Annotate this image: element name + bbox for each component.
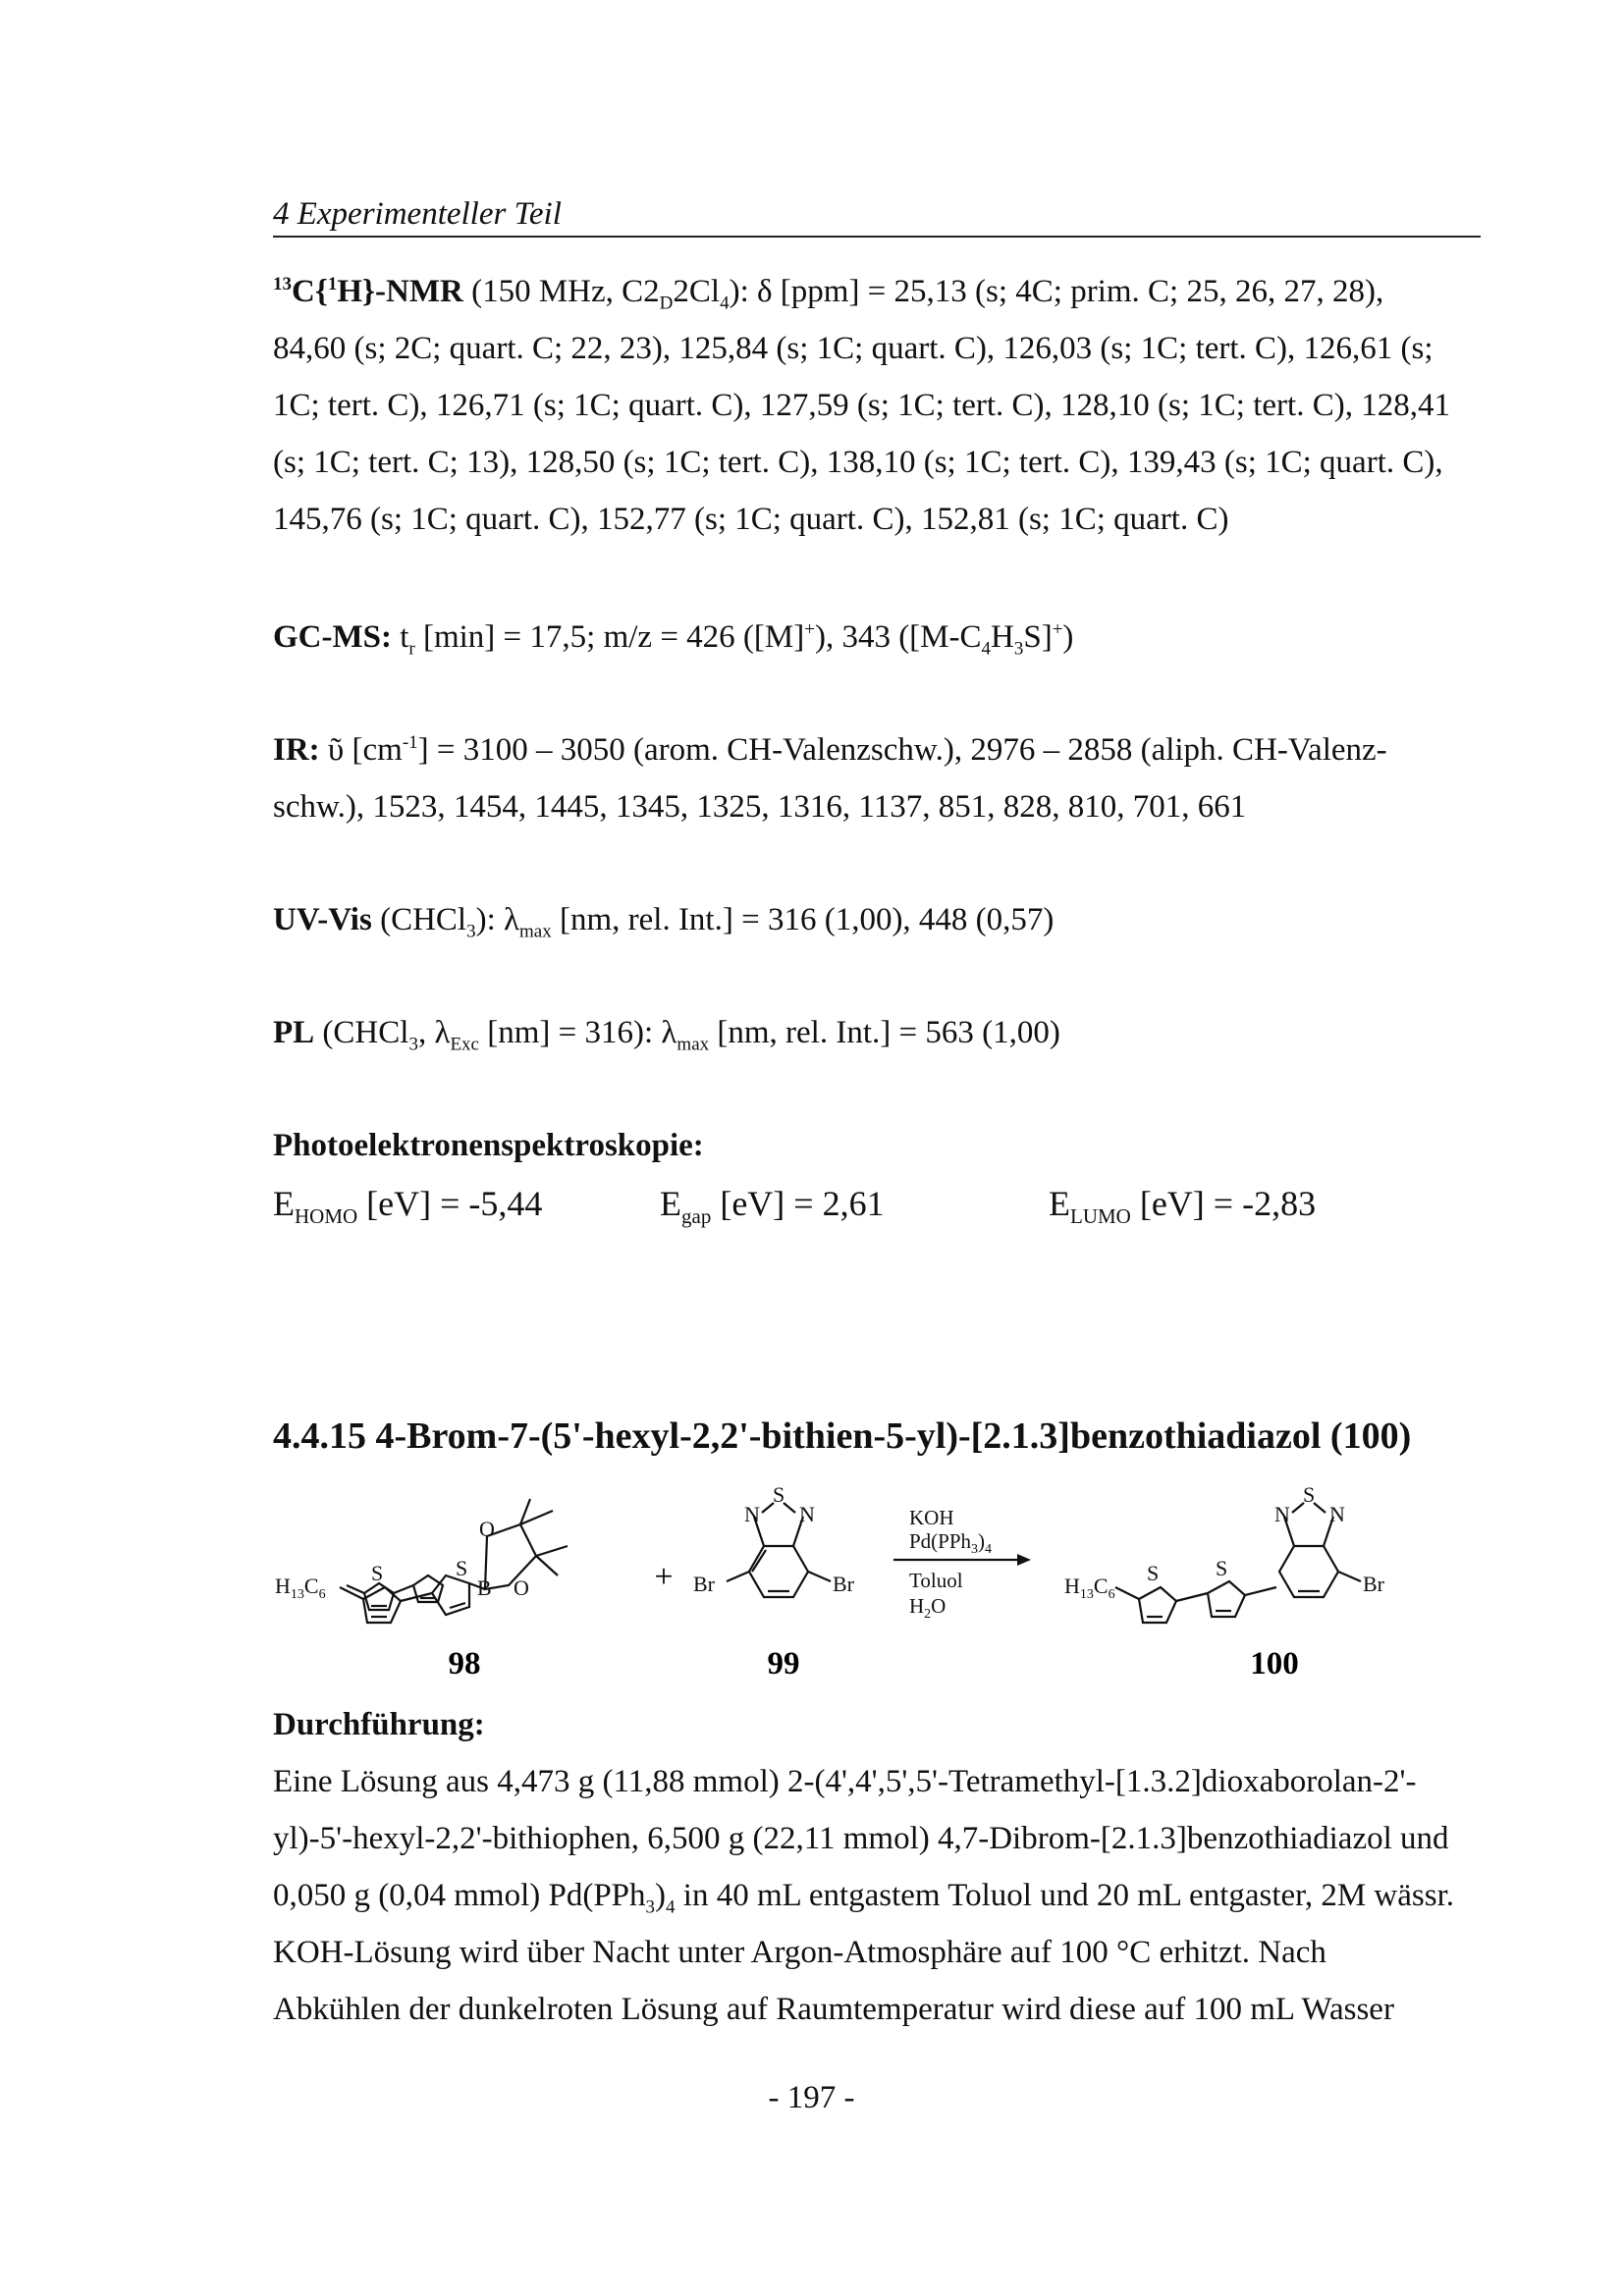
procedure-line-1: Eine Lösung aus 4,473 g (11,88 mmol) 2-(4',4',5',5'-Tetramethyl-[1.3.2]dioxaborolan-2'- [273, 1764, 1417, 1799]
pes-gap: $E_{gap}$ [eV] = 2,61 [660, 1184, 885, 1229]
compound-99-structure [727, 1503, 831, 1597]
gcms-paragraph: GC-MS: $t_r$ [min] = 17,5; m/z = 426 ([M]+), 343 $([M-C_4H_3S]^+)$ [273, 619, 1074, 660]
procedure-line-3: 0,050 g (0,04 mmol) $Pd(PPh_3)_4$ in 40 mL entgastem Toluol und 20 mL entgaster, 2M wässr. [273, 1878, 1455, 1918]
procedure-label: Durchführung: [273, 1707, 485, 1742]
compound-99-labels [693, 1482, 855, 1596]
atom-n-100a: N [1274, 1502, 1290, 1526]
reagent-water: $H_2O$ [909, 1594, 947, 1622]
atom-b-98: B [477, 1575, 492, 1600]
atom-s-100b: S [1216, 1556, 1228, 1580]
nmr-label: $^{13}$C{$^1$H}-NMR [273, 274, 463, 309]
atom-n-99b: N [799, 1502, 815, 1526]
reaction-arrow [893, 1554, 1031, 1566]
pl-label: PL [273, 1015, 315, 1050]
atom-n-100b: N [1329, 1502, 1345, 1526]
reaction-conditions [909, 1506, 992, 1622]
compound-98-number: 98 [448, 1646, 481, 1682]
nmr-paragraph [273, 263, 1481, 548]
hexyl-label-100: $H_{13}C_6$ [1064, 1574, 1115, 1602]
nmr-line-4: (s; 1C; tert. C; 13), 128,50 (s; 1C; tert. C), 138,10 (s; 1C; tert. C), 139,43 (s; 1C; quart. C), [273, 445, 1443, 480]
procedure-line-2: yl)-5'-hexyl-2,2'-bithiophen, 6,500 g (22,11 mmol) 4,7-Dibrom-[2.1.3]benzothiadiazol und [273, 1821, 1449, 1856]
procedure-line-5: Abkühlen der dunkelroten Lösung auf Raumtemperatur wird diese auf 100 mL Wasser [273, 1992, 1394, 2027]
pes-lumo: $E_{LUMO}$ [eV] = -2,83 [1049, 1184, 1317, 1229]
uvvis-paragraph: UV-Vis (CHCl$_3$): $\lambda_{max}$ [nm, rel. Int.] = 316 (1,00), 448 (0,57) [273, 902, 1055, 942]
uvvis-label: UV-Vis [273, 902, 372, 937]
nmr-line-5: 145,76 (s; 1C; quart. C), 152,77 (s; 1C; quart. C), 152,81 (s; 1C; quart. C) [273, 502, 1229, 537]
ir-label: IR: [273, 732, 320, 768]
plus-sign: + [654, 1559, 674, 1595]
ir-line-2: schw.), 1523, 1454, 1445, 1345, 1325, 1316, 1137, 851, 828, 810, 701, 661 [273, 789, 1247, 825]
pes-label: Photoelektronenspektroskopie: [273, 1128, 704, 1163]
procedure-line-4: KOH-Lösung wird über Nacht unter Argon-Atmosphäre auf 100 °C erhitzt. Nach [273, 1935, 1326, 1970]
atom-s-98b: S [456, 1556, 468, 1580]
atom-s-100c: S [1303, 1482, 1316, 1507]
reagent-catalyst: $Pd(PPh_3)_4$ [909, 1529, 993, 1557]
atom-s-99: S [773, 1482, 785, 1507]
scheme-bonds [347, 1575, 443, 1610]
atom-n-99a: N [744, 1502, 760, 1526]
atom-o-98b: O [514, 1575, 529, 1600]
atom-o-98a: O [479, 1517, 495, 1541]
procedure-paragraph [273, 1753, 1481, 2038]
atom-br-100: Br [1363, 1572, 1384, 1596]
compound-99-number: 99 [767, 1646, 800, 1682]
hexyl-label-98: $H_{13}C_6$ [275, 1574, 326, 1602]
section-heading: 4.4.15 4-Brom-7-(5'-hexyl-2,2'-bithien-5-yl)-[2.1.3]benzothiadiazol (100) [273, 1415, 1412, 1457]
ir-line-1: IR: ῦ $[cm^{-1}] = 3100 - 3050$ (arom. CH-Valenzschw.), 2976 – 2858 (aliph. CH-Valenz- [273, 732, 1387, 768]
reagent-toluol: Toluol [909, 1569, 963, 1592]
nmr-line-2: 84,60 (s; 2C; quart. C; 22, 23), 125,84 (s; 1C; quart. C), 126,03 (s; 1C; tert. C), 126,61 (s; [273, 331, 1434, 366]
reagent-koh: KOH [909, 1506, 954, 1529]
reaction-scheme [273, 1477, 1481, 1683]
compound-100-number: 100 [1250, 1646, 1299, 1682]
nmr-line-3: 1C; tert. C), 126,71 (s; 1C; quart. C), 127,59 (s; 1C; tert. C), 128,10 (s; 1C; tert. C), 128,41 [273, 388, 1450, 423]
ir-paragraph [273, 721, 1481, 835]
atom-br-99b: Br [833, 1572, 854, 1596]
page-number: - 197 - [768, 2080, 855, 2115]
pl-paragraph: PL (CHCl$_3$, $\lambda_{Exc}$ [nm] = 316): $\lambda_{max}$ [nm, rel. Int.] = 563 (1,00) [273, 1015, 1060, 1055]
atom-br-99a: Br [693, 1572, 715, 1596]
gcms-label: GC-MS: [273, 619, 392, 655]
pes-homo: $E_{HOMO}$ [eV] = -5,44 [273, 1184, 543, 1229]
atom-s-100a: S [1147, 1561, 1160, 1585]
atom-s-98a: S [371, 1561, 384, 1585]
running-head: 4 Experimenteller Teil [273, 192, 1481, 238]
nmr-line-1: $^{13}$C{$^1$H}-NMR (150 MHz, $C2_D2Cl_4$): δ [ppm] = 25,13 (s; 4C; prim. C; 25, 26, 27, 28), [273, 274, 1384, 314]
